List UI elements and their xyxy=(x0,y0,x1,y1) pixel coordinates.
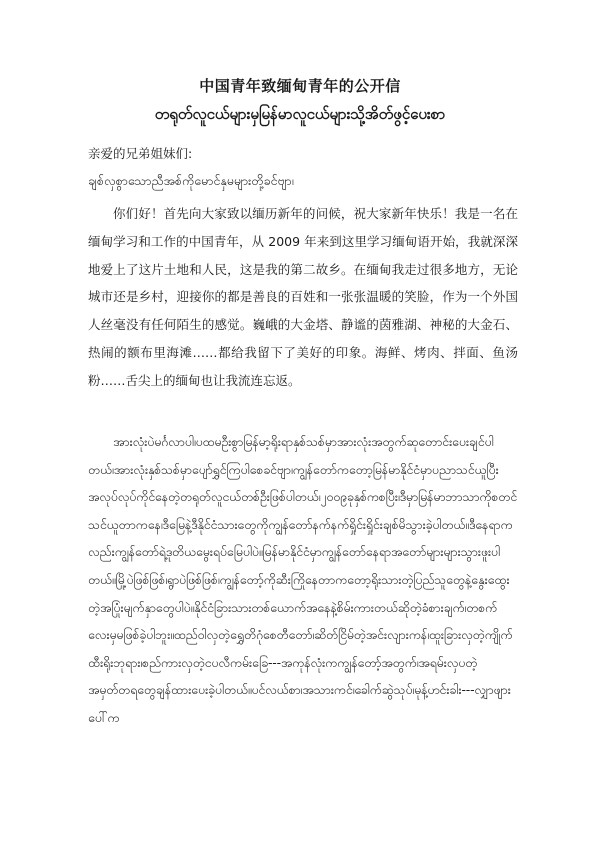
title-burmese: တရုတ်လူငယ်များမှမြန်မာလူငယ်များသို့အိတ်ဖွင့်ပေးစာ xyxy=(154,105,446,123)
body-paragraph-burmese: အားလုံးပဲမင်္ဂလာပါ၊ပထမဦးစွာမြန်မာ့ရိုးရာနှစ်သစ်မှာအားလုံးအတွက်ဆုတောင်းပေးချင်ပါတယ်၊အားလုံးနှစ်သစ်မှာပျော်ရွှင်ကြပါစေခင်ဗျာ၊ကျွန်တော်ကတော့မြန်မာနိုင်ငံမှာပညာသင်ယူပြီးအလုပ်လုပ်ကိုင်နေတဲ့တရုတ်လူငယ်တစ်ဦးဖြစ်ပါတယ်၊၂၀၀၉ခုနှစ်ကစပြီး၊ဒီမှာမြန်မာဘာသာကိုစတင်သင်ယူတာကနေ၊ဒီမြေနဲ့ဒီနိုင်ငံသားတွေကိုကျွန်တော်နက်နက်ရှိုင်းရှိုင်းချစ်မိသွားခဲ့ပါတယ်။ဒီနေရာကလည်းကျွန်တော်ရဲ့ဒုတိယမွေးရပ်မြေပါပဲ။မြန်မာနိုင်ငံမှာကျွန်တော်နေရာအတော်များများသွားဖူးပါတယ်။မြို့ပဲဖြစ်ဖြစ်၊ရွာပဲဖြစ်ဖြစ်၊ကျွန်တော့်ကိုဆီးကြိုနေတာကတော့ရိုးသားတဲ့ပြည်သူတွေနဲ့နွေးထွေးတဲ့အပြုံးမျက်နှာတွေပါပဲ။နိုင်ငံခြားသားတစ်ယောက်အနေနဲ့စိမ်းကားတယ်ဆိုတဲ့ခံစားချက်၊တစက်လေးမှမဖြစ်ခဲ့ပါဘူး။ထည်ဝါလှတဲ့ရွှေတိဂုံစေတီတော်၊ဆိတ်ငြိမ်တဲ့အင်းလျားကန်၊ထူးခြားလှတဲ့ကျိုက်ထီးရိုးဘုရား၊စည်ကားလှတဲ့ငပလီကမ်းခြေ---အကုန်လုံးကကျွန်တော့်အတွက်၊အရမ်းလှပတဲ့အမှတ်တရတွေချန်ထားပေးခဲ့ပါတယ်။ပင်လယ်စာ၊အသားကင်၊ခေါက်ဆွဲသုပ်၊မုန့်ဟင်းခါး---လျှာဖျားပေါ်က xyxy=(88,434,517,725)
title-chinese: 中国青年致缅甸青年的公开信 xyxy=(199,77,401,95)
body-paragraph-chinese: 你们好！首先向大家致以缅历新年的问候，祝大家新年快乐！我是一名在缅甸学习和工作的中国青年，从 2009 年来到这里学习缅甸语开始，我就深深地爱上了这片土地和人民，这是我的第二故乡。在缅甸我走过很多地方，无论城市还是乡村，迎接你的都是善良的百姓和一张张温暖的笑脸，作为一个外国人丝毫没有任何陌生的感觉。巍峨的大金塔、静谧的茵雅湖、神秘的大金石、热闹的额布里海滩……都给我留下了美好的印象。海鲜、烤肉、拌面、鱼汤粉……舌尖上的缅甸也让我流连忘返。 xyxy=(88,206,518,388)
greeting-chinese: 亲爱的兄弟姐妹们: xyxy=(88,146,193,161)
greeting-burmese: ချစ်လှစွာသောညီအစ်ကိုမောင်နှမများတို့ခင်ဗျာ၊ xyxy=(88,173,294,188)
